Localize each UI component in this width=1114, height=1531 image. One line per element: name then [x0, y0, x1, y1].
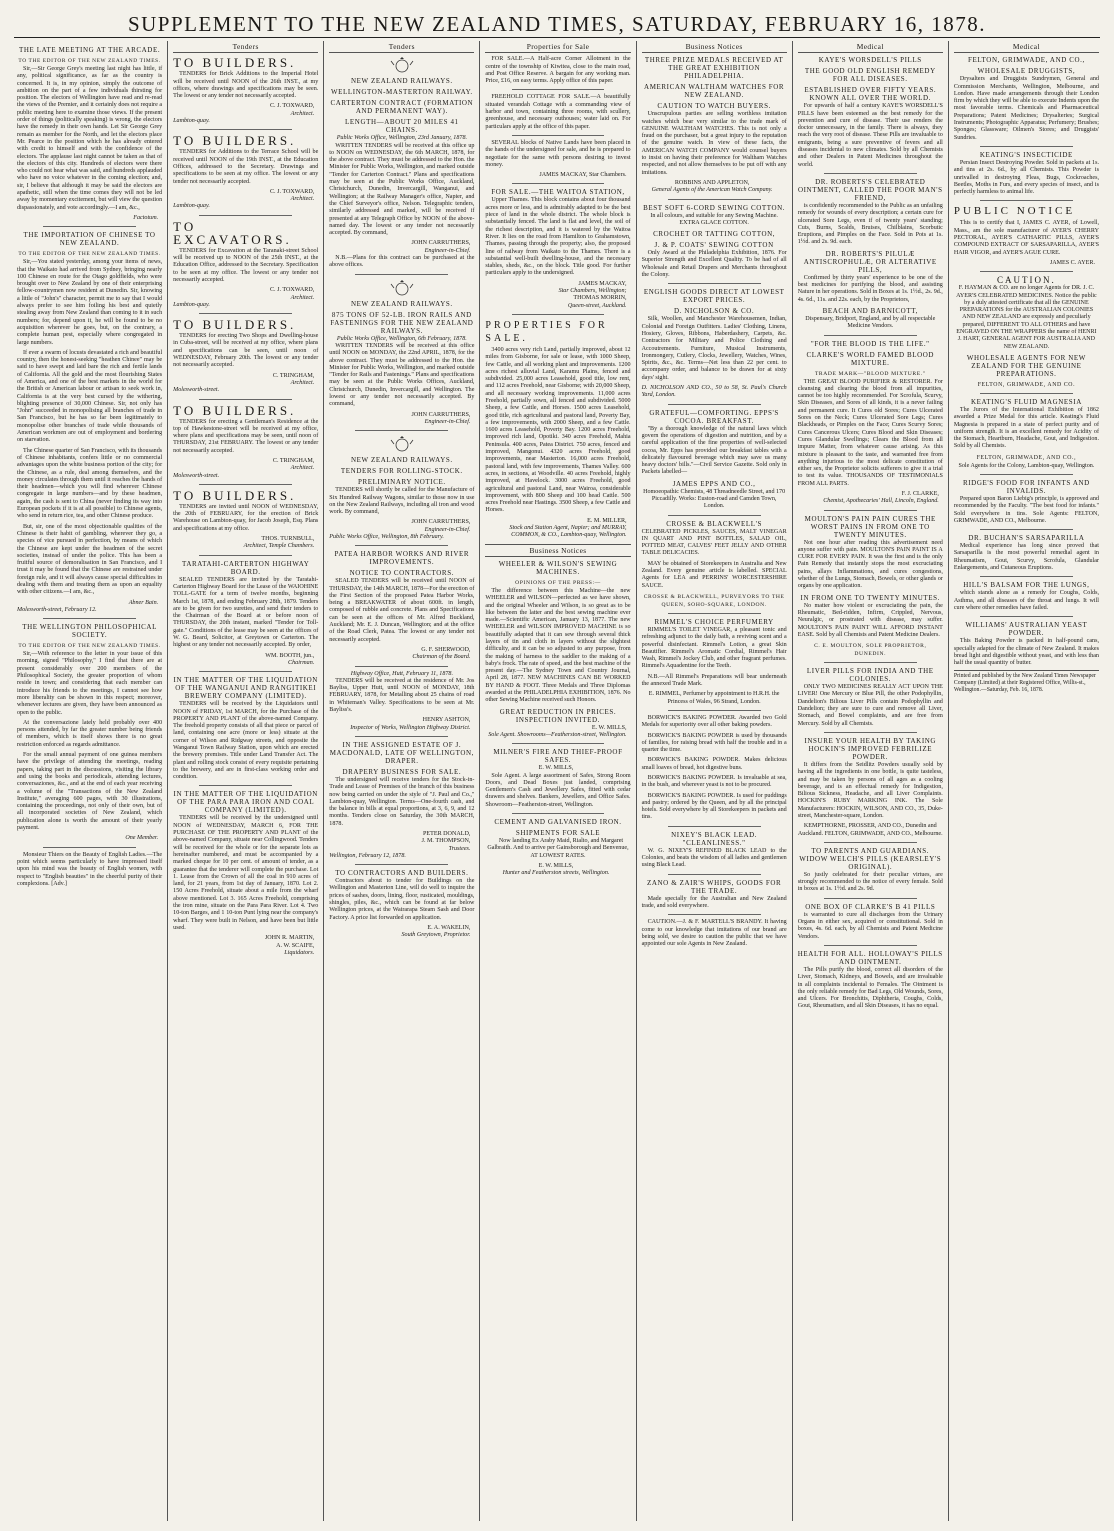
article-body: Sir,—With reference to the letter in your issue of this morning, signed "Philosophy," I find that there are at present considerably over 200 members of the Philosophical Society, the greater proportion of whom reside in town; and considering that each member can introduce his friends to the meetings, I cannot see how more liberality can be shown in this respect; moreover, whenever lectures are given, they have been announced as open to the public.: [17, 651, 163, 716]
ad-headline: IN THE MATTER OF THE LIQUIDATION OF THE PARA PARA IRON AND COAL COMPANY (LIMITED).: [173, 790, 318, 815]
ad-role: Engineer-in-Chief.: [424, 247, 471, 254]
ad-subheadline: D. NICHOLSON & CO.: [674, 307, 755, 316]
ad-location: Lambton-quay.: [173, 301, 210, 308]
divider: [980, 271, 1073, 272]
ad-body: Made specially for the Australian and New Zealand trade, and sold everywhere.: [641, 895, 787, 909]
article-note: Monsieur Thiers on the Beauty of English Ladies.—The point which seems particularly to have impressed itself upon his mind was the beauty of English women, with respect to "English beauties" in the cheerful purity of their complexions. [Adv.]: [17, 851, 163, 887]
ad-body: SEVERAL blocks of Native Lands have been placed in the hands of the undersigned for sale, and he is prepared to negotiate for the same with persons desiring to invest money.: [485, 139, 631, 168]
ad-role: Queen-street, Auckland.: [567, 302, 627, 309]
divider: [824, 173, 917, 174]
ad-signature: BEACH AND BARNICOTT,: [822, 306, 918, 315]
ad-role: Chemist, Apothecaries' Hall, Lincoln, England.: [823, 498, 939, 505]
divider: [824, 732, 917, 733]
ad-location: Public Works Office, Wellington, 6th February, 1878.: [336, 335, 467, 342]
ad-body: It differs from the Seidlitz Powders usually sold by having all the ingredients in one bottle, is quite tasteless, and may be taken by persons of all ages as a cooling beverage, and is an effectual remedy for Indigestion, Bilious Sickness, Headache, and all Liver Complaints. HOCKIN'S RUBY MARKING INK. The Sole Manufacturers: HOCKIN, WILSON, AND CO., 35, Duke-street, Manchester-square, London.: [797, 761, 943, 819]
divider: [980, 474, 1073, 475]
ad-body: Confirmed by thirty years' experience to be one of the best medicines for purifying the blood, and assisting Nature in her operations. Sold in Boxes at 1s. 1½d., 2s. 9d., 4s. 6d., 11s. and 22s. each, by the Proprietors,: [797, 274, 943, 303]
ad-signature: PETER DONALD,: [423, 831, 471, 837]
ad-location: D. NICHOLSON AND CO., 50 to 58, St. Paul's Church Yard, London.: [641, 385, 787, 399]
ad-body: 3400 acres very rich Land, partially improved, about 12 miles from Gisborne, for sale or lease, with 1000 Sheep, few Cattle, and all working plant and improvements. 1200 acres richest alluvial Land, Karamu Plains, fenced and subdivided. 25,000 acres Leasehold, good title, low rent, and 112 acres Freehold, near Gisborne; with 20,000 Sheep, and all necessary working improvements. 11,000 acres Freehold, partially sown, all fenced and subdivided. 5000 Sheep, a few Cattle, and Horses. 1500 acres Leasehold, good title, rich agricultural and pastoral land, Poverty Bay, a few improvements, with 2000 Sheep, and a few Cattle. 1600 acres Leasehold, Poverty Bay. 1200 acres Freehold, improved rich land, Opotiki. 340 acres Freehold, Mahia Peninsula. 400 acres, Patea District. 750 acres, fenced and improved, Mangonui. 4320 acres Freehold, good improvements, near Masterton. 16,000 acres Freehold, pastoral land, with few improvements, Thames Valley. 600 acres, in sections, at Woodville. 40 acres Freehold, highly improved, at Havelock. 3000 acres Freehold, good agricultural and pastoral Land, near Wairoa, considerable improvement, with 800 Sheep and 100 head Cattle. 500 acres Freehold near Hastings. 3500 Sheep, a few Cattle and Horses.: [485, 346, 631, 514]
ad-note: N.B.—Plans for this contract can be purchased at the above offices.: [329, 255, 475, 269]
ad-signature: G. F. SHERWOOD,: [421, 646, 471, 653]
divider: [43, 226, 136, 227]
ad-signature: C. TRINGHAM,: [272, 457, 315, 464]
ad-body: This is to certify that I, JAMES C. AYER, of Lowell, Mass., am the sole manufacturer of AYER'S CHERRY PECTORAL, AYER'S CATHARTIC PILLS, AYER'S COMPOUND EXTRACT OF SARSAPARILLA, AYER'S HAIR VIGOR, and AYER'S AGUE CURE.: [953, 220, 1099, 256]
divider: [668, 199, 761, 200]
ad-signature: E. RIMMEL, Perfumer by appointment to H.R.H. the Princess of Wales, 96 Strand, London.: [648, 691, 780, 705]
ad-body: Homoeopathic Chemists, 48 Threadneedle Street, and 170 Piccadilly. Works: Euston-road and Camden Town, London.: [643, 488, 786, 510]
ad-body: BORWICK'S BAKING POWDER. Is used for puddings and pastry; ordered by the Queen, and by all the principal hotels. Sold everywhere by all Storekeepers in packets and tins.: [641, 792, 787, 821]
divider: [980, 393, 1073, 394]
ad-signature: JOHN CARRUTHERS,: [411, 519, 471, 526]
ad-role: Engineer-in-Chief.: [424, 526, 471, 533]
ad-body: BORWICK'S BAKING POWDER. Awarded two Gold Medals for superiority over all other baking powders.: [641, 714, 787, 729]
ad-signature: C. J. TOXWARD,: [269, 287, 315, 294]
ad-location: Dispensary, Bridport, England, and by all respectable Medicine Vendors.: [805, 315, 936, 330]
ad-subheadline: OPINIONS OF THE PRESS:—: [515, 579, 601, 586]
ad-note: N.B.—All Rimmel's Preparations will bear underneath the annexed Trade Mark.: [641, 673, 787, 688]
column-tenders-railways: [324, 41, 480, 1521]
ad-body: Only Award at the Philadelphia Exhibition, 1876. For Superior Strength and Excellent Quality. To be had of all Wholesale and Retail Drapers and Merchants throughout the Colony.: [641, 250, 787, 279]
ad-body: Now landing Ex Araby Maid, Rialto, and Margaret Galbraith. And to arrive per Gainsborough and Benvenue, AT LOWEST RATES.: [487, 838, 629, 859]
ad-body: TENDERS for Brick Additions to the Imperial Hotel will be received until NOON of the 26th INST., at my offices, where drawings and specifications may be seen. The lowest or any tender not necessarily accepted.: [173, 71, 319, 100]
coat-of-arms-icon: [389, 279, 415, 297]
ad-subheadline: TENDERS FOR ROLLING-STOCK.: [340, 467, 463, 476]
coat-of-arms-icon: [389, 56, 415, 74]
ad-subheadline: 875 TONS OF 52-LB. IRON RAILS AND FASTENINGS FOR THE NEW ZEALAND RAILWAYS.: [330, 310, 474, 335]
divider: [512, 135, 605, 136]
masthead-rule: [14, 37, 1100, 38]
ad-role: Architect.: [290, 110, 315, 117]
ad-body: which stands alone as a remedy for Coughs, Colds, Asthma, and all diseases of the throat and lungs. It will cure where other remedies have failed.: [953, 590, 1099, 611]
ad-headline: FELTON, GRIMWADE, AND CO.,: [967, 56, 1085, 65]
article-title: THE WELLINGTON PHILOSOPHICAL SOCIETY.: [22, 623, 157, 640]
column-heading: Tenders: [329, 43, 474, 53]
ad-body: WRITTEN TENDERS will be received at this office until NOON on MONDAY, the 22nd APRIL, 1878, for the above contract. They must be addressed to the Hon. the Minister for Public Works, Wellington, and marked outside "Tender for Rails and Fastenings." Plans and specifications may be seen at the Public Works Offices, Auckland, Christchurch, Dunedin, Invercargill, and Wellington. The lowest or any tender not necessarily accepted. By command,: [329, 342, 475, 408]
ad-body: The difference between this Machine—the new WHEELER and WILSON—perfected as we have shown, and the original Wheeler and Wilson, is so great as to be like between the latter and the best sewing machine ever made.—Scientific American, January 13, 1877. The new WHEELER and WILSON IMPROVED MACHINE is so beautifully adapted that it can sew through several thick layers of tin and cloth in layers without the slightest difficulty, and it can be so adjusted to any purpose, from the making of harness to the saddler to the making of a baby's frock. The rate of speed, and the best machine of the present day.—The Sydney Town and Country Journal, April 28, 1877. NEW MACHINES CAN BE WORKED BY HAND & FOOT. Three Medals and Three Diplomas awarded at the PHILADELPHIA EXHIBITION, 1876. No other Sewing Machine received such Honors.: [485, 587, 631, 704]
column-heading: Business Notices: [642, 43, 787, 53]
ad-body: SEALED TENDERS will be received until NOON of THURSDAY, the 14th MARCH, 1878—For the erection of the First Section of the proposed Patea Harbor Works, being a BREAKWATER of about 600ft. in length, composed of rubble and concrete. Plans and Specifications can be seen at the offices of Mr. Alfred Buckland, Auckland; Mr. E. J. Duncan, Wellington; and at the office of the Road Clerk, Patea. The lowest or any tender not necessarily accepted.: [329, 578, 475, 643]
ad-headline: TO BUILDERS.: [173, 133, 297, 149]
divider: [355, 736, 448, 737]
divider: [668, 613, 761, 614]
ad-signature: JAMES C. AYER.: [1049, 259, 1095, 266]
ad-role: General Agents of the American Watch Company.: [651, 187, 773, 194]
ad-subheadline: PRELIMINARY NOTICE.: [357, 478, 446, 487]
ad-subheadline: J. & P. COATS' SEWING COTTON: [654, 241, 774, 250]
ad-subheadline: AMERICAN WALTHAM WATCHES FOR NEW ZEALAND.: [644, 83, 785, 100]
ad-body: FOR SALE.—A Half-acre Corner Allotment in the centre of the township of Kiwitea, close to the main road, and Post Office Reserve. A bargain for any working man. Price, £16, on easy terms. Apply office of this paper.: [485, 56, 631, 85]
ad-headline: THREE PRIZE MEDALS RECEIVED AT THE GREAT EXHIBITION PHILADELPHIA.: [644, 56, 784, 81]
divider: [43, 618, 136, 619]
ad-headline: TARATAHI-CARTERTON HIGHWAY BOARD.: [182, 559, 310, 576]
ad-body: is confidently recommended to the Public as an unfailing remedy for wounds of every description; a certain cure for ulcerated Sore Legs, even if of twenty years' standing; Cuts, Burns, Scalds, Bruises, Chilblains, Scorbutic Eruptions, and Pimples on the Face. Sold in Pots at 1s. 1½d. and 2s. 9d. each.: [797, 202, 943, 246]
ad-signature: HENRY ASHTON,: [422, 717, 471, 724]
ad-signature: C. J. TOXWARD,: [269, 103, 315, 110]
ad-body: TENDERS are invited until NOON of WEDNESDAY, the 20th of FEBRUARY, for the erection of Brick Warehouse on Lambton-quay, for Jacob Joseph, Esq. Plans and specifications at my office.: [173, 503, 319, 532]
ad-headline: PUBLIC NOTICE: [953, 205, 1076, 218]
ad-subheadline: DRAPERY BUSINESS FOR SALE.: [342, 767, 462, 776]
letter-salutation: TO THE EDITOR OF THE NEW ZEALAND TIMES.: [18, 643, 161, 650]
ad-signature: JAMES MACKAY, Star Chambers.: [539, 172, 627, 179]
page-title: SUPPLEMENT TO THE NEW ZEALAND TIMES, SATURDAY, FEBRUARY 16, 1878.: [127, 12, 987, 36]
ad-location: Molesworth-street.: [173, 472, 220, 479]
ad-headline: MOULTON'S PAIN PAIN CURES THE WORST PAINS IN FROM ONE TO TWENTY MINUTES.: [804, 514, 936, 539]
divider: [980, 200, 1073, 201]
ad-headline: MILNER'S FIRE AND THIEF-PROOF SAFES.: [493, 748, 623, 765]
ad-signature: JOHN R. MARTIN,: [264, 935, 315, 942]
divider: [512, 89, 605, 90]
divider: [980, 576, 1073, 577]
column-properties: [480, 41, 636, 1521]
ad-headline: DR. ROBERTS'S CELEBRATED OINTMENT, CALLED THE POOR MAN'S FRIEND,: [797, 177, 943, 202]
article-signature: One Member.: [125, 835, 159, 842]
ad-signature: F. J. CLARKE,: [901, 490, 939, 497]
ad-body: So justly celebrated for their peculiar virtues, are strongly recommended to the notice of every female. Sold in boxes at 1s. 1½d. and 2s. 9d.: [797, 871, 943, 893]
ad-body: RIMMEL'S TOILET VINEGAR, a pleasant tonic and refreshing adjunct to the daily bath, a reviving scent and a powerful disinfectant. Rimmel's Lotion, a great Skin Beautifier. Rimmel's Aromatic Cordial, Rimmel's Hair Wash, Rimmel's Jockey Club, and other fragrant perfumes. Rimmel's Aquadentine for the Teeth.: [641, 626, 787, 670]
printer-imprint: Printed and published by the New Zealand Times Newspaper Company (Limited) at their Registered Office, Willis-st., Wellington.—Saturday, Feb. 16, 1878.: [954, 670, 1099, 693]
ad-location: Public Works Office, Wellington, 23rd January, 1878.: [336, 135, 468, 142]
coat-of-arms-icon: [389, 435, 415, 453]
ad-signature: E. M. MILLER,: [587, 517, 627, 524]
ad-body: TENDERS will shortly be called for the Manufacture of Six Hundred Railway Wagons, similar to those now in use on the New Zealand Railways, including all iron and wood work. By command,: [329, 487, 475, 516]
column-medical-druggists: [949, 41, 1104, 1521]
ad-body: The undersigned will receive tenders for the Stock-in-Trade and Lease of Premises of the branch of this business now being carried on under the style of "J. Paul and Co.," Lambton-quay, Wellington. Terms—One-fourth cash, and the balance in bills at equal proportions, at 3, 6, 9, and 12 months. Tenders close on Saturday, the 30th MARCH, 1878.: [329, 776, 475, 827]
ad-signature: CROSSE & BLACKWELL, PURVEYORS TO THE QUEEN, SOHO-SQUARE, LONDON.: [643, 593, 785, 608]
column-medical: [793, 41, 949, 1521]
ad-headline: TO BUILDERS.: [173, 487, 297, 503]
article-body: For the small annual payment of one guinea members have the privilege of attending the meetings, reading papers, taking part in the discussions, visiting the library and using the books and periodicals, attending lectures, conversaziones, &c., and at the end of each year receiving a volume of the "Transactions of the New Zealand Institute," averaging 600 pages, with 30 illustrations, containing the proceedings, not only of their own, but of all incorporated societies of New Zealand, which publication alone is worth the amount of their yearly payment.: [17, 752, 163, 832]
ad-signature: JOHN CARRUTHERS,: [411, 240, 471, 247]
article-body: The Chinese quarter of San Francisco, with its thousands of Chinese inhabitants, confers little or no commercial advantages upon the white business portion of the city; for the Chinese, as a rule, deal among themselves, and the money circulates through them until it reaches the hands of their headmen—which you will find wherever Chinese congregate in large numbers—and by these headmen, again, the cash is sent to China (never finding its way into European pockets if it is at all possible) to Chinese agents, who send in return rice, tea, and other Chinese produce.: [17, 447, 163, 520]
ad-signature: A. W. SCAIFE,: [276, 942, 315, 949]
ad-headline: NEW ZEALAND RAILWAYS.: [350, 299, 453, 308]
divider: [355, 864, 448, 865]
divider: [43, 847, 136, 848]
ad-role: Architect, Temple Chambers.: [243, 543, 315, 550]
ad-subheadline: LENGTH—ABOUT 20 MILES 41 CHAINS.: [345, 118, 459, 135]
ad-body: The Pills purify the blood, correct all disorders of the Liver, Stomach, Kidneys, and Bowels, and are invaluable in all complaints incidental to Females. The Ointment is the only reliable remedy for Bad Legs, Old Wounds, Sores, and Ulcers. For Bronchitis, Diphtheria, Coughs, Colds, Gout, Rheumatism, and all Skin Diseases, it has no equal.: [797, 966, 943, 1010]
ad-role: Architect.: [290, 379, 315, 386]
ad-headline: KAYE'S WORSDELL'S PILLS: [818, 56, 922, 65]
column-tenders: [168, 41, 324, 1521]
divider: [980, 146, 1073, 147]
ad-headline: NEW ZEALAND RAILWAYS.: [350, 77, 453, 86]
divider: [824, 945, 917, 946]
divider: [824, 335, 917, 336]
divider: [199, 215, 292, 216]
column-heading: Properties for Sale: [485, 43, 630, 53]
ad-headline: KEATING'S FLUID MAGNESIA: [970, 397, 1082, 406]
divider: [668, 283, 761, 284]
ad-body: CELEBRATED PICKLES, SAUCES, MALT VINEGAR IN QUART AND PINT BOTTLES, SALAD OIL, POTTED MEAT, CALVES' FEET JELLY AND OTHER TABLE DELICACIES.: [641, 528, 787, 557]
ad-signature: E. W. MILLS,: [538, 862, 574, 869]
divider: [512, 743, 605, 744]
ad-subheadline: GREAT REDUCTION IN PRICES. INSPECTION INVITED.: [499, 707, 617, 724]
ad-body: "By a thorough knowledge of the natural laws which govern the operations of digestion and nutrition, and by a careful application of the fine properties of well-selected cocoa, Mr. Epps has provided our breakfast tables with a delicately flavoured beverage which may save us many heavy doctors' bills."—Civil Service Gazette. Sold only in Packets labelled—: [641, 425, 787, 476]
ad-headline: TO CONTRACTORS AND BUILDERS.: [335, 869, 469, 878]
article-title: THE LATE MEETING AT THE ARCADE.: [18, 46, 161, 54]
ad-body: TENDERS for erecting a Gentleman's Residence at the top of Hawkestone-street will be received at my office, where plans and specifications may be seen, until noon of THURSDAY, 21st FEBRUARY. The lowest or any tender not necessarily accepted.: [173, 418, 319, 454]
ad-body: BORWICK'S BAKING POWDER. Makes delicious small loaves of bread, hot digestive buns.: [641, 757, 787, 771]
ad-signature: C. J. TOXWARD,: [269, 188, 315, 195]
divider: [824, 510, 917, 511]
ad-role: Architect.: [290, 196, 315, 203]
ad-signature: FELTON, GRIMWADE, AND CO.,: [976, 454, 1077, 461]
masthead: [0, 0, 1114, 38]
ad-signature: C. E. MOULTON, SOLE PROPRIETOR, DUNEDIN.: [814, 643, 927, 658]
column-heading: Medical: [798, 43, 943, 53]
ad-location: Molesworth-street.: [173, 387, 220, 394]
ad-body: F. HAYMAN & CO. are no longer Agents for DR. J. C. AYER'S CELEBRATED MEDICINES. Notice the public by a duly attested certificate that all the GENUINE PREPARATIONS for the AUSTRALIAN COLONIES AND NEW ZEALAND are expressly and peculiarly prepared, DIFFERENT TO ALL OTHERS and have ENGRAVED ON THE WRAPPERS the name of HENRI J. HART, GENERAL AGENT FOR AUSTRALIA AND NEW ZEALAND.: [956, 285, 1097, 350]
ad-body: TENDERS will be received by the Liquidators until NOON of FRIDAY, 1st MARCH, for the Purchase of the PROPERTY AND PLANT of the above-named Company. The freehold property consists of all that piece or parcel of land, containing one acre (more or less) situate at the corner of Wilson and Ridgway streets, and opposite the Wanganui Town Railway Station, upon which are erected the brewery premises. Title under Land Transfer Act. The plant and rolling stock consist of every requisite pertaining to the brewery, and are in first-class working order and condition.: [173, 701, 319, 781]
letter-salutation: TO THE EDITOR OF THE NEW ZEALAND TIMES.: [18, 58, 161, 64]
ad-body: Silk, Woollen, and Manchester Warehousemen, Indian, Colonial and Foreign Outfitters. Ladies' Clothing, Linens, Hosiery, Gloves, Ribbons, Haberdashery, Carpets, &c. Contractors for Military and Police Clothing and Accoutrements. Furniture, Musical Instruments, Ironmongery, Cutlery, Clocks, Jewellery, Watches, Wines, Spirits, &c., &c. Terms—Net less than 22 per cent. to accompany order, and balance to be drawn for at sixty days' sight.: [641, 316, 787, 381]
ad-body: BORWICK'S BAKING POWDER is used by thousands of families, for raising bread with half the trouble and in a quarter the time.: [641, 732, 787, 754]
ad-role: Architect.: [290, 465, 315, 472]
article-location: Molesworth-street, February 12.: [17, 606, 97, 613]
divider: [668, 515, 761, 516]
divider: [980, 616, 1073, 617]
ad-subheadline: SHIPMENTS FOR SALE: [515, 829, 601, 838]
divider: [824, 662, 917, 663]
ad-signature: E. A. WAKELIN,: [427, 924, 471, 931]
article-body: At the conversazione lately held probably over 400 persons attended, by far the greater number being friends of members, which is itself shows there is no great restriction enforced as regards admittance.: [17, 719, 163, 748]
column-business-notices: [637, 41, 793, 1521]
divider: [668, 826, 761, 827]
ad-subheadline: THE GOOD OLD ENGLISH REMEDY FOR ALL DISEASES.: [804, 67, 936, 84]
ad-headline: PROPERTIES FOR SALE.: [485, 319, 608, 344]
ad-subheadline: DR. ROBERTS'S PILULÆ ANTISCROPHULÆ, OR ALTERATIVE PILLS,: [803, 249, 937, 274]
ad-signature: THOS. TURNBULL,: [261, 536, 315, 543]
ad-body: Sole Agent. A large assortment of Safes, Strong Room Doors, and Dead Boxes just landed, comprising Gentlemen's Cash and Jewellery Safes, fitted with cedar drawers and shelves. Bankers, Jewellers, and Office Safes. Showroom—Featherston-street, Wellington.: [485, 772, 631, 808]
ad-body: Medical experience has long since proved that Sarsaparilla is the most powerful remedial agent in Rheumatism, Gout, Scurvy, Scrofula, Glandular Enlargements, and Cutaneous Eruptions.: [953, 543, 1099, 572]
ad-headline: NEW ZEALAND RAILWAYS.: [350, 456, 453, 465]
ad-body: TENDERS will be received by the undersigned until NOON of WEDNESDAY, MARCH 6, FOR THE PURCHASE OF THE PROPERTY AND PLANT of the above-named Company, situate near Collingwood. Tenders will be received for the whole or for the separate lots as hereinafter numbered, and must be accompanied by a marked cheque for 10 per cent. of amount of tender, as a guarantee that the tenderer will complete the purchase. Lot 1. Lease from the Crown of all the coal in 910 acres of land, for 21 years, from 1st day of January, 1870. Lot 2. 150 Acres Freehold, situate about a mile from the wharf above mentioned. Lot 3. 165 Acres Freehold, comprising the iron mine, situate on the Para Para River. Lot 4. Two 10-ton Barges, and 1 10-ton Punt lying near the company's wharf. They were built in Nelson, and have been but little used.: [173, 815, 319, 931]
ad-subheadline: CROCHET OR TATTING COTTON,: [653, 230, 776, 239]
ad-subheadline: TRADE MARK—"BLOOD MIXTURE.": [814, 370, 926, 377]
ad-signature: E. W. MILLS,: [591, 724, 627, 731]
ad-body: W. G. NIXEY'S REFINED BLACK LEAD to the Colonies, and beats the wisdom of all ladies and gentlemen using Black Lead.: [641, 847, 787, 869]
column-heading: Tenders: [173, 43, 318, 53]
divider: [199, 785, 292, 786]
ad-headline: TO BUILDERS.: [173, 55, 297, 71]
divider: [980, 529, 1073, 530]
ad-headline: TO BUILDERS.: [173, 402, 297, 418]
ad-body: TENDERS for erecting Two Shops and Dwelling-house in Cuba-street, will be received at my office, where plans and specifications can be seen, until noon of WEDNESDAY, February 20th. The lowest or any tender not necessarily accepted.: [173, 333, 319, 369]
ad-body: The Jurors of the International Exhibition of 1862 awarded a Prize Medal for this article. Keating's Fluid Magnesia is prepared in a state of perfect purity and of uniform strength. It is an excellent remedy for Acidity of the Stomach, Heartburn, Headache, Gout, and Indigestion. Sold by all Chemists.: [953, 406, 1099, 450]
article-title: THE IMPORTATION OF CHINESE TO NEW ZEALAND.: [23, 231, 156, 248]
ad-body: Prepared upon Baron Liebig's principle, is approved and recommended by the Faculty. "The best food for infants." Sold everywhere in tins. Sole Agents: FELTON, GRIMWADE, AND CO., Melbourne.: [953, 495, 1099, 524]
ad-headline: HILL'S BALSAM FOR THE LUNGS,: [963, 581, 1090, 590]
ad-role: Sole Agents for the Colony, Lambton-quay, Wellington.: [958, 462, 1095, 469]
ad-body: Unscrupulous parties are selling worthless imitation watches which bear very similar to the trade mark of GENUINE WALTHAM WATCHES. This is not only a fraud on the purchaser, but a great injury to the reputation of the genuine watch. In view of these facts, the AMERICAN WATCH COMPANY would counsel buyers to insist on having their preference for Waltham Watches respected, and not allow themselves to be put off with any imitations.: [641, 111, 787, 176]
ad-headline: LIVER PILLS FOR INDIA AND THE COLONIES.: [806, 667, 934, 684]
ad-role: Hunter and Featherston streets, Wellington.: [502, 870, 610, 877]
ad-headline: NIXEY'S BLACK LEAD. "CLEANLINESS.": [671, 830, 758, 847]
ad-headline: CROSSE & BLACKWELL'S: [666, 519, 762, 528]
ad-headline: CEMENT AND GALVANISED IRON.: [494, 818, 622, 827]
ad-signature: WM. BOOTH, jun.,: [265, 652, 315, 659]
ad-role: South Greytown, Proprietor.: [401, 932, 471, 939]
ad-role: Sole Agent. Showrooms—Featherston-street, Wellington.: [488, 731, 627, 738]
divider: [512, 813, 605, 814]
ad-subheadline: CARTERTON CONTRACT (FORMATION AND PERMANENT WAY).: [330, 99, 474, 116]
ad-body: TENDERS for Additions to the Terrace School will be received until NOON of the 19th INST., at the Education Offices, addressed to the Secretary. Drawings and specifications to be seen at my office. The lowest or any tender not necessarily accepted.: [173, 149, 319, 185]
column-letters: [12, 41, 168, 1521]
ad-headline: KEATING'S INSECTICIDE: [979, 150, 1073, 159]
divider: [668, 404, 761, 405]
article-body: Sir,—You stated yesterday, among your items of news, that the Waikato had arrived from Sydney, bringing nearly 100 Chinese en route for the Otago goldfields, who were brought over to New Zealand by one of their enterprising fellow-countrymen now resident at Dunedin. Sir, knowing a little of "John's" character, permit me to say that I would always prefer to see him foiling his best and quietly stealing away from New Zealand than coming to it in such numbers; for, depend upon it, he will be found to be no acquisition wherever he goes, but, on the contrary, a complete human pest, especially where congregated in large numbers.: [17, 259, 163, 346]
ad-headline: ENGLISH GOODS DIRECT AT LOWEST EXPORT PRICES.: [643, 288, 785, 305]
ad-body: TENDERS for Excavation at the Taranaki-street School will be received up to NOON of the 25th INST., at the Education Office, addressed to the Secretary. Specification to be seen at my office. The lowest or any tender not necessarily accepted.: [173, 247, 319, 283]
ad-headline: ONE BOX OF CLARKE'S B 41 PILLS: [805, 902, 936, 911]
ad-body: CAUTION.—J. & F. MARTELL'S BRANDY. It having come to our knowledge that imitations of our brand are being sold, we desire to caution the public that we have appointed our sole Agents in New Zealand.: [641, 919, 787, 948]
article-signature: Abner Bain.: [128, 599, 159, 606]
ad-headline: IN THE ASSIGNED ESTATE OF J. MACDONALD, LATE OF WELLINGTON, DRAPER.: [329, 740, 475, 765]
ad-body: MAY be obtained of Storekeepers in Australia and New Zealand. Every genuine article is labelled. SPECIAL Agents for LEA and PERRINS' WORCESTERSHIRE SAUCE.: [641, 560, 787, 589]
ad-headline: ZANO & ZAIR'S WHIPS, GOODS FOR THE TRADE.: [647, 878, 782, 895]
ad-headline: RIDGE'S FOOD FOR INFANTS AND INVALIDS.: [962, 478, 1090, 495]
ad-headline: FOR SALE.—THE WAITOA STATION,: [491, 188, 625, 197]
divider: [199, 399, 292, 400]
ad-headline: TO EXCAVATORS.: [173, 218, 292, 247]
divider: [355, 430, 448, 431]
ad-role: Architect.: [290, 294, 315, 301]
ad-signature: THOMAS MORRIN,: [573, 295, 627, 302]
ad-headline: BEST SOFT 6-CORD SEWING COTTON.: [643, 203, 786, 212]
ad-body: THE GREAT BLOOD PURIFIER & RESTORER. For cleansing and clearing the blood from all impurities, cannot be too highly recommended. For Scrofula, Scurvy, Skin Diseases, and Sores of all kinds, it is a never failing and permanent cure. It Cures old Sores; Cures Ulcerated Sores on the Neck; Cures Ulcerated Sore Legs; Cures Blackheads, or Pimples on the Face; Cures Scurvy Sores; Cures Cancerous Ulcers; Cures Blood and Skin Diseases; Cures Glandular Swellings; Clears the Blood from all impure Matter, from whatever cause arising. As this mixture is pleasant to the taste, and warranted free from anything injurious to the most delicate constitution of either sex, the Proprietor solicits sufferers to give it a trial to test its value. THOUSANDS OF TESTIMONIALS FROM ALL PARTS.: [797, 378, 943, 487]
ad-body: TENDERS will be received at the residence of Mr. Jos Bayliss, Upper Hutt, until NOON of MONDAY, 18th FEBRUARY, 1878, for Metalling about 25 chains of road in Whiteman's Valley. Specifications to be seen at Mr. Bayliss's.: [329, 677, 475, 714]
ad-subheadline: WELLINGTON-MASTERTON RAILWAY.: [330, 88, 473, 97]
article-body: If ever a swarm of locusts devastated a rich and beautiful country, then the honest-seeking "heathen Chinee" may be said to have swept and laid bare the rich and fertile lands of California. All the gold and the most flourishing States of America, and one of the best markets in the world for the British or American labour or artisan to seek work in, California is at the very best cursed by the withering, blighting presence of 30,000 Chinese. Sir, not only has "John" succeeded in monopolising all branches of trade in San Francisco, but he has so far been legitimately to monopolise other branches of trade while thousands of American workmen are out of employment and bordering on starvation.: [17, 349, 163, 444]
ad-body: Not one hour after reading this advertisement need anyone suffer with pain. MOULTON'S PAIN PAINT IS A CURE FOR EVERY PAIN. It was the first and is the only Pain Remedy that instantly stops the most excruciating pains, allays Inflammations, and cures congestions, whether of the Lungs, Stomach, Bowels, or other glands or organs by one application.: [797, 539, 943, 590]
ad-role: Inspector of Works, Wellington Highway District.: [350, 724, 471, 731]
divider: [824, 842, 917, 843]
letter-salutation: TO THE EDITOR OF THE NEW ZEALAND TIMES.: [18, 251, 161, 258]
divider: [668, 710, 761, 711]
ad-role: Chairman.: [288, 659, 315, 666]
ad-headline: GRATEFUL—COMFORTING. EPPS'S COCOA. BREAKFAST.: [649, 408, 779, 425]
ad-headline: TO BUILDERS.: [173, 317, 297, 333]
ad-signature: ROBBINS AND APPLETON,: [674, 179, 750, 186]
divider: [355, 666, 448, 667]
article-body: Sir,—Sir George Grey's meeting last night has little, if any, political significance, as far as the country is concerned. It is, in my opinion, simply the outcome of ambition on the part of a few individuals thirsting for position. The electors of Wellington have read and re-read the views of the Premier, and it certainly does not require a public meeting here to examine those views. If the present order of things (politically speaking) is wrong, the electors have the remedy in their own hands. Let Sir George Grey remain as member for the North, and let the electors place Mr. Pearce in the position which he has already entered with credit to himself and with the confidence of the electors. The applause last night cannot be taken as that of the electors of this city. Hundreds of electors were there who could not hear what was said, and hundreds applauded who have no voice whatever in the coming election; and, sir, I believe that although it may be said the electors are apathetic, still when the time comes they will not be led away by momentary excitement, but will view the question dispassionately, and vote accordingly.—I am, &c.,: [17, 66, 163, 211]
column-heading: Medical: [954, 43, 1099, 53]
ad-headline: "FOR THE BLOOD IS THE LIFE.": [810, 339, 930, 348]
page-columns: [12, 41, 1104, 1521]
ad-signature: JAMES MACKAY,: [578, 280, 627, 287]
ad-subheadline: NOTICE TO CONTRACTORS.: [349, 569, 455, 578]
ad-body: ONLY TWO MEDICINES REALLY ACT UPON THE LIVER! One Mercury or Blue Pill, the other Podophyllin, Dandelion's Bilious Liver Pills contain Podophyllin and Dandelion; they are sure to cure and remove all Liver, Stomach, and Bowel complaints, and are free from Mercury. Sold by all Chemists.: [797, 684, 943, 727]
ad-subheadline: CLARKE'S WORLD FAMED BLOOD MIXTURE.: [806, 350, 935, 367]
ad-role: Chairman of the Board.: [412, 654, 471, 661]
ad-subheadline: CAUTION TO WATCH BUYERS.: [657, 102, 771, 111]
ad-subheadline: IN FROM ONE TO TWENTY MINUTES.: [800, 593, 940, 602]
ad-location: Highway Office, Hutt, February 11, 1878.: [350, 670, 453, 677]
divider: [668, 874, 761, 875]
ad-signature: C. TRINGHAM,: [272, 372, 315, 379]
ad-subheadline: JAMES EPPS AND CO.,: [672, 479, 756, 488]
column-heading: Business Notices: [485, 544, 630, 557]
ad-role: Liquidators.: [284, 949, 315, 956]
ad-headline: CAUTION.: [997, 275, 1056, 286]
divider: [512, 183, 605, 184]
ad-body: This Baking Powder is packed in half-pound cans, specially adapted for the climate of New Zealand. It makes bread light and digestible without yeast, and with less than half the usual quantity of butter.: [953, 638, 1099, 667]
divider: [355, 274, 448, 275]
ad-headline: PATEA HARBOR WORKS AND RIVER IMPROVEMENTS.: [334, 550, 470, 567]
divider: [355, 545, 448, 546]
ad-body: WRITTEN TENDERS will be received at this office up to NOON on WEDNESDAY, the 6th MARCH, 1878, for the above contract. They must be addressed to the Hon. the Minister for Public Works, Wellington, and marked outside "Tender for Carterton Contract." Plans and specifications may be seen at the Public Works Office, Auckland, Christchurch, Dunedin, Invercargill, Wanganui, and Wellington; at the Railway Manager's office, Napier, and the Chief Surveyor's office, Nelson. Telegraphic tenders, similarly addressed and marked, will be received if presented at any Telegraph Office by NOON of the above-named day. The lowest or any tender not necessarily accepted. By command,: [329, 142, 475, 237]
ad-body: Persian Insect Destroying Powder. Sold in packets at 1s. and tins at 2s. 6d., by all Chemists. This Powder is unrivalled in destroying Fleas, Bugs, Cockroaches, Beetles, Moths in Furs, and every species of insect, and is perfectly harmless to animal life.: [953, 159, 1099, 196]
ad-headline: IN THE MATTER OF THE LIQUIDATION OF THE WANGANUI AND RANGITIKEI BREWERY COMPANY (LIMITED).: [173, 676, 318, 701]
divider: [199, 313, 292, 314]
ad-body: is warranted to cure all discharges from the Urinary Organs in either sex, acquired or constitutional. Sold in boxes, 4s. 6d. each, by all Chemists and Patent Medicine Vendors.: [797, 911, 943, 940]
ad-location: Lambton-quay.: [173, 203, 210, 210]
ad-subheadline: WHOLESALE AGENTS FOR NEW ZEALAND FOR THE GENUINE PREPARATIONS.: [966, 353, 1087, 378]
ad-body: In all colours, and suitable for any Sewing Machine. EXTRA GLACE COTTON.: [650, 212, 778, 226]
ad-headline: HEALTH FOR ALL. HOLLOWAY'S PILLS AND OINTMENT.: [797, 949, 943, 966]
divider: [512, 314, 605, 315]
ad-role: Star Chambers, Wellington;: [558, 288, 627, 295]
ad-headline: INSURE YOUR HEALTH BY TAKING HOCKIN'S IMPROVED FEBRILIZE POWDER.: [804, 736, 937, 761]
ad-signature: E. W. MILLS,: [538, 765, 574, 772]
ad-headline: WILLIAMS' AUSTRALIAN YEAST POWDER.: [965, 621, 1088, 638]
divider: [199, 129, 292, 130]
ad-body: BORWICK'S BAKING POWDER. Is invaluable at sea, in the bush, and wherever yeast is not to be procured.: [641, 775, 787, 789]
ad-headline: TO PARENTS AND GUARDIANS. WIDOW WELCH'S PILLS (KEARSLEY'S ORIGINAL).: [799, 846, 942, 871]
ad-signature: JOHN CARRUTHERS,: [411, 411, 471, 418]
article-signature: Factotum.: [133, 214, 159, 221]
divider: [199, 555, 292, 556]
divider: [199, 671, 292, 672]
ad-agents: KEMPTHORNE, PROSSER, AND CO., Dunedin and Auckland. FELTON, GRIMWADE, AND CO., Melbourne.: [797, 823, 943, 837]
ad-body: FREEHOLD COTTAGE FOR SALE.—A beautifully situated verandah Cottage with a commanding view of harbor and town, containing three rooms, with scullery, greenhouse, and necessary outhouses; water laid on. For particulars apply at the office of this paper.: [485, 94, 631, 130]
ad-headline: WHEELER & WILSON'S SEWING MACHINES.: [498, 559, 618, 576]
ad-body: For upwards of half a century KAYE'S WORSDELL'S PILLS have been esteemed as the best remedy for the prevention and cure of disease. Their use renders the doctor unnecessary, in the family. There is always, they reach the very root of disease. These Pills are invaluable to emigrants, being a sure preventive of fevers and all diseases incidental to new climates. Sold by all Chemists and other Dealers in Patent Medicines throughout the world.: [797, 103, 943, 168]
ad-body: Drysalters and Druggists Sundrymen, General and Commission Merchants, Wellington, Melbourne, and London. Have made arrangements through their London firm by which they will be able to execute Indents upon the most favorable terms. Chemicals and Pharmaceutical Preparations; Patent Medicines; Drysalteries; Surgical Instruments; Photographic Apparatus; Perfumery; Brushes; Sponges; Glassware; Oilmen's Stores; and Druggists' Sundries.: [953, 76, 1099, 141]
article-body: But, sir, one of the most objectionable qualities of the Chinese is their habit of gambling, wherever they go, a species of vice pursued in perfection, by means of which the Chinese are kept under the headmen of the secret societies, instead of under the police. This has been a fruitful source of demoralisation in San Francisco, and I trust it may be found that the Chinese are restrained under foreign rule, and it will always cause special difficulties in dealing with them and treating them as upon an equality with other citizens.—I am, &c.,: [17, 523, 163, 596]
ad-role: Engineer-in-Chief.: [424, 418, 471, 425]
ad-signature: FELTON, GRIMWADE, AND CO.: [977, 381, 1076, 388]
ad-headline: RIMMEL'S CHOICE PERFUMERY: [654, 617, 774, 626]
ad-body: Upper Thames. This block contains about four thousand acres more or less, and is admirably adapted to be the best piece of land in the whole district. The whole block is substantially fenced. The land is flat and level, the soil of the richest description, and it is watered by the Waitoa River. It lies on the road from Hamilton to Grahamstown, Thames, passing through the property; also, the proposed line of railway from Waikato to the Thames. There is a substantial well-built dwelling-house, and the necessary stables, sheds, &c., on the block. Title good. For further particulars apply to the undersigned.: [485, 197, 631, 277]
divider: [668, 914, 761, 915]
ad-subheadline: ESTABLISHED OVER FIFTY YEARS. KNOWN ALL OVER THE WORLD.: [804, 86, 937, 103]
ad-body: SEALED TENDERS are invited by the Taratahi-Carterton Highway Board for the Lease of the WAIOHINE TOLL-GATE for a term of twelve months, beginning March 1st, 1878, and ending February 28th, 1879. Tenders are to be given for two sureties, and send their tenders to the Chairman of the Board at or before noon of THURSDAY, the 20th instant, marked "Tender for Toll-gate." Conditions of the lease may be seen at the offices of W. G. Beard, Solicitor, at Greytown or Carterton. The highest or any tender not necessarily accepted. By order,: [173, 576, 319, 649]
ad-role: Stock and Station Agent, Napier; and MURRAY, COMMON, & CO., Lambton-quay, Wellington.: [509, 525, 627, 539]
ad-subheadline: WHOLESALE DRUGGISTS,: [977, 67, 1076, 76]
divider: [199, 484, 292, 485]
ad-role: Trustees.: [448, 845, 471, 852]
divider: [824, 898, 917, 899]
ad-body: No matter how violent or excruciating the pain, the Rheumatic, Bed-ridden, Infirm, Crippled, Nervous, Neuralgic, or prostrated with disease, may suffer. MOULTON'S PAIN PAINT WILL AFFORD INSTANT EASE. Sold by all Chemists and Patent Medicine Dealers.: [797, 602, 943, 638]
ad-body: Contractors about to tender for Buildings on the Wellington and Masterton Line, will do well to inquire the prices of sashes, doors, lining, floor, rusticated, mouldings, shingles, piles, &c., which can be found at far below Wellington prices, at the Wairarapa Steam Sash and Door Factory. A price list forwarded on application.: [329, 878, 475, 921]
ad-location: Public Works Office, Wellington, 8th February.: [329, 533, 444, 540]
ad-headline: DR. BUCHAN'S SARSAPARILLA: [968, 534, 1085, 543]
ad-signature: J. M. THOMPSON,: [421, 838, 471, 845]
ad-location: Wellington, February 12, 1878.: [329, 852, 406, 859]
ad-location: Lambton-quay.: [173, 118, 210, 125]
